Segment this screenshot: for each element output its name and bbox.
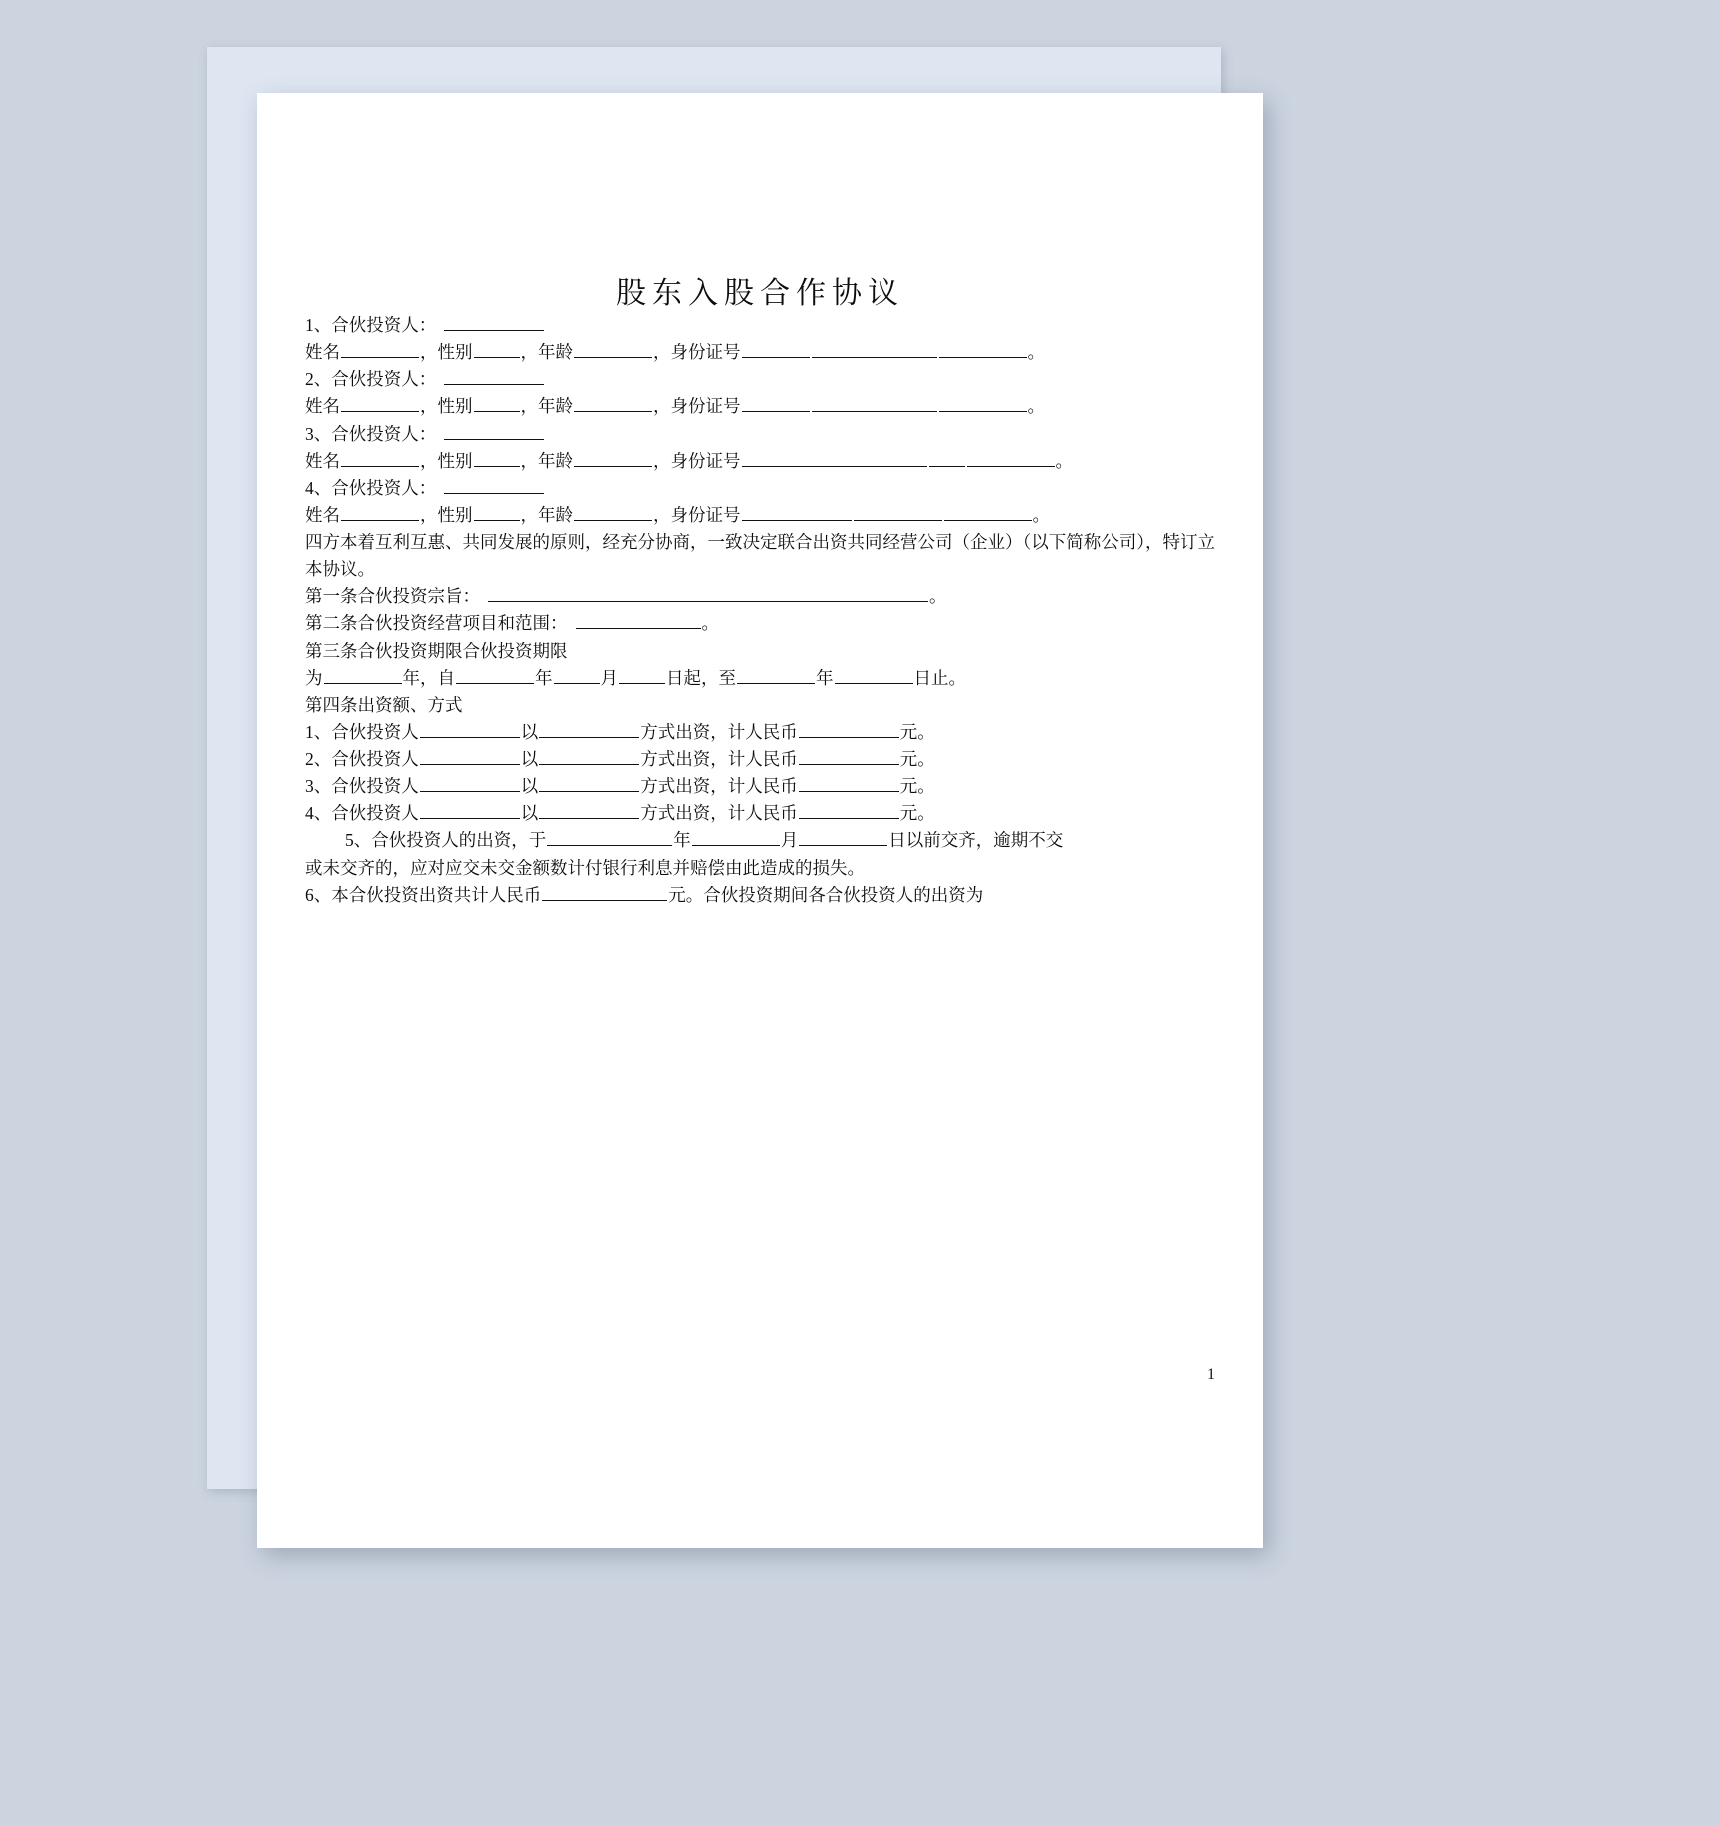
partner-3-age-field[interactable] [574,448,652,467]
clause-4-item-3-c: 方式出资，计人民币 [640,776,798,797]
partner-4-gender-label: ，性别 [420,504,473,525]
clause-4-item-2-d: 元。 [899,749,935,769]
clause-4-item-3-b: 以 [520,776,539,797]
partner-3-id-label: ，身份证号 [653,450,741,471]
partner-3-id-field-a[interactable] [742,448,927,467]
clause-1-end: 。 [929,586,947,607]
clause-3-end-year-field[interactable] [737,665,815,684]
partner-1-details [305,339,1215,366]
partner-3-name-blank[interactable] [444,421,544,440]
clause-4-item-5-day-field[interactable] [799,828,887,847]
clause-3-term-line [305,665,1215,692]
partner-2-id-field-b[interactable] [812,394,937,413]
partner-1-age-field[interactable] [574,340,652,359]
document-page [257,93,1263,1548]
partner-2-age-field[interactable] [574,394,652,413]
clause-3-start-month-field[interactable] [554,665,600,684]
partner-2-detail-end: 。 [1027,396,1045,417]
partner-4-gender-field[interactable] [474,502,520,521]
preamble-paragraph: 四方本着互利互惠、共同发展的原则，经充分协商，一致决定联合出资共同经营公司（企业）（以下简称公司），特订立本协议。 [305,532,1215,580]
clause-3-month-label: 月 [600,667,618,688]
clause-3-start: 为 [305,667,323,688]
clause-4-item-4-method-field[interactable] [539,801,639,820]
partner-1-name-field[interactable] [341,340,419,359]
partner-3-details [305,448,1215,475]
partner-1-gender-field[interactable] [474,340,520,359]
page-title: 股东入股合作协议 [616,277,904,310]
partner-2-gender-field[interactable] [474,394,520,413]
partner-4-id-field-a[interactable] [742,502,852,521]
partner-1-name-blank[interactable] [444,313,544,332]
partner-2-name-blank[interactable] [444,367,544,386]
partner-2-name-field[interactable] [341,394,419,413]
partner-4-details [305,502,1215,529]
partner-3-detail-end: 。 [1055,450,1073,471]
partner-1-id-label: ，身份证号 [653,342,741,363]
partner-2-header [305,366,1215,393]
partner-3-gender-field[interactable] [474,448,520,467]
clause-4-item-4-b: 以 [520,803,539,824]
partner-1-index: 1、 [305,315,332,335]
clause-4-item-5-month-field[interactable] [692,828,780,847]
partner-3-name-field[interactable] [341,448,419,467]
partner-4-label: 合伙投资人： [331,477,437,498]
clause-4-item-5-a: 合伙投资人的出资，于 [371,830,547,851]
partner-3-id-field-b[interactable] [929,448,965,467]
clause-4-item-1 [305,719,1215,746]
clause-4-item-5-line2: 或未交齐的，应对应交未交金额数计付银行利息并赔偿由此造成的损失。 [305,857,865,878]
partner-1-header [305,312,1215,339]
clause-4-item-4-amount-field[interactable] [799,801,899,820]
clause-4-item-4-partner-field[interactable] [420,801,520,820]
clause-4-item-2-a: 合伙投资人 [331,749,419,769]
clause-4-item-2-amount-field[interactable] [799,747,899,766]
partner-1-id-field-c[interactable] [939,340,1027,359]
partner-1-id-field-a[interactable] [742,340,810,359]
partner-2-age-label: ，年龄 [520,396,573,417]
partner-2-name-label: 姓名 [305,396,340,417]
partner-2-id-field-a[interactable] [742,394,810,413]
partner-3-id-field-c[interactable] [967,448,1055,467]
clause-4-item-5-year-field[interactable] [547,828,672,847]
clause-4-item-1-index: 1、 [305,721,332,742]
partner-4-header [305,475,1215,502]
partner-4-age-field[interactable] [574,502,652,521]
clause-3-heading: 第三条合伙投资期限合伙投资期限 [305,640,568,661]
clause-4-item-6-a: 本合伙投资出资共计人民币 [331,884,542,905]
clause-4-item-5 [305,827,1215,854]
partner-4-age-label: ，年龄 [520,504,573,525]
clause-4-item-1-a: 合伙投资人 [331,721,419,742]
clause-3-year3-label: 年 [816,667,834,688]
clause-4-item-3 [305,773,1215,800]
clause-4-item-1-partner-field[interactable] [420,719,520,738]
partner-4-index: 4、 [305,477,332,498]
partner-3-name-label: 姓名 [305,450,340,471]
clause-3-duration-field[interactable] [324,665,402,684]
document-content [257,93,1263,1548]
clause-4-item-3-partner-field[interactable] [420,774,520,793]
clause-4-item-2-c: 方式出资，计人民币 [640,749,798,769]
partner-2-index: 2、 [305,369,332,390]
partner-1-age-label: ，年龄 [520,342,573,363]
clause-4-item-6-index: 6、 [305,884,332,905]
clause-4-item-6-total-field[interactable] [542,882,667,901]
clause-4-item-2 [305,746,1215,773]
clause-4-item-5-d: 日以前交齐，逾期不交 [888,830,1064,851]
clause-4-item-4-c: 方式出资，计人民币 [640,803,798,824]
clause-4-item-3-method-field[interactable] [539,774,639,793]
partner-4-name-label: 姓名 [305,504,340,525]
partner-3-header [305,421,1215,448]
partner-1-name-label: 姓名 [305,342,340,363]
partner-4-id-field-b[interactable] [854,502,942,521]
clause-1-label: 第一条合伙投资宗旨： [305,586,480,607]
clause-3-start-day-field[interactable] [619,665,665,684]
partner-4-detail-end: 。 [1032,504,1050,525]
clause-4-item-2-partner-field[interactable] [420,747,520,766]
clause-2 [305,610,1215,637]
clause-4-item-3-a: 合伙投资人 [331,776,419,797]
clause-2-label: 第二条合伙投资经营项目和范围： [305,613,568,634]
clause-4-item-4 [305,800,1215,827]
clause-4-item-3-d: 元。 [899,776,935,797]
partner-2-label: 合伙投资人： [331,369,437,390]
partner-3-index: 3、 [305,423,332,444]
clause-4-item-1-d: 元。 [899,721,935,742]
partner-1-id-field-b[interactable] [812,340,937,359]
clause-3-start-year-field[interactable] [456,665,534,684]
document-body [257,312,1263,909]
clause-2-field[interactable] [576,611,701,630]
clause-4-item-4-d: 元。 [899,803,935,824]
partner-2-details [305,393,1215,420]
partner-3-age-label: ，年龄 [520,450,573,471]
partner-3-gender-label: ，性别 [420,450,473,471]
clause-4-item-2-b: 以 [520,749,539,769]
partner-2-id-label: ，身份证号 [653,396,741,417]
clause-4-item-4-index: 4、 [305,803,332,824]
partner-2-id-field-c[interactable] [939,394,1027,413]
clause-2-end: 。 [701,613,719,634]
clause-4-item-6 [305,882,1215,909]
clause-3-year-label: 年，自 [402,667,455,688]
clause-3-day-label: 日起，至 [666,667,736,688]
clause-3-day2-label: 日止。 [913,667,966,688]
partner-4-name-blank[interactable] [444,475,544,494]
page-number: 1 [1207,1366,1215,1383]
clause-4-item-1-amount-field[interactable] [799,719,899,738]
partner-1-label: 合伙投资人： [331,315,437,335]
partner-1-detail-end: 。 [1027,342,1045,363]
clause-4-item-3-amount-field[interactable] [799,774,899,793]
clause-4-item-3-index: 3、 [305,776,332,797]
partner-3-label: 合伙投资人： [331,423,437,444]
clause-1 [305,583,1215,610]
clause-4-item-2-index: 2、 [305,749,332,769]
partner-1-gender-label: ，性别 [420,342,473,363]
clause-4-item-5-index: 5、 [345,830,372,851]
clause-1-field[interactable] [488,584,928,603]
clause-4-item-5-b: 年 [673,830,691,851]
partner-4-id-field-c[interactable] [944,502,1032,521]
clause-4-item-2-method-field[interactable] [539,747,639,766]
clause-3-year2-label: 年 [535,667,553,688]
clause-4-item-1-method-field[interactable] [539,719,639,738]
partner-4-id-label: ，身份证号 [653,504,741,525]
clause-4-item-1-c: 方式出资，计人民币 [640,721,798,742]
clause-4-item-4-a: 合伙投资人 [331,803,419,824]
clause-4-item-6-b: 元。合伙投资期间各合伙投资人的出资为 [668,884,984,905]
clause-4-heading: 第四条出资额、方式 [305,694,463,715]
partner-4-name-field[interactable] [341,502,419,521]
clause-3-end-day-field[interactable] [835,665,913,684]
partner-2-gender-label: ，性别 [420,396,473,417]
clause-4-item-1-b: 以 [520,721,539,742]
clause-4-item-5-c: 月 [780,830,799,851]
